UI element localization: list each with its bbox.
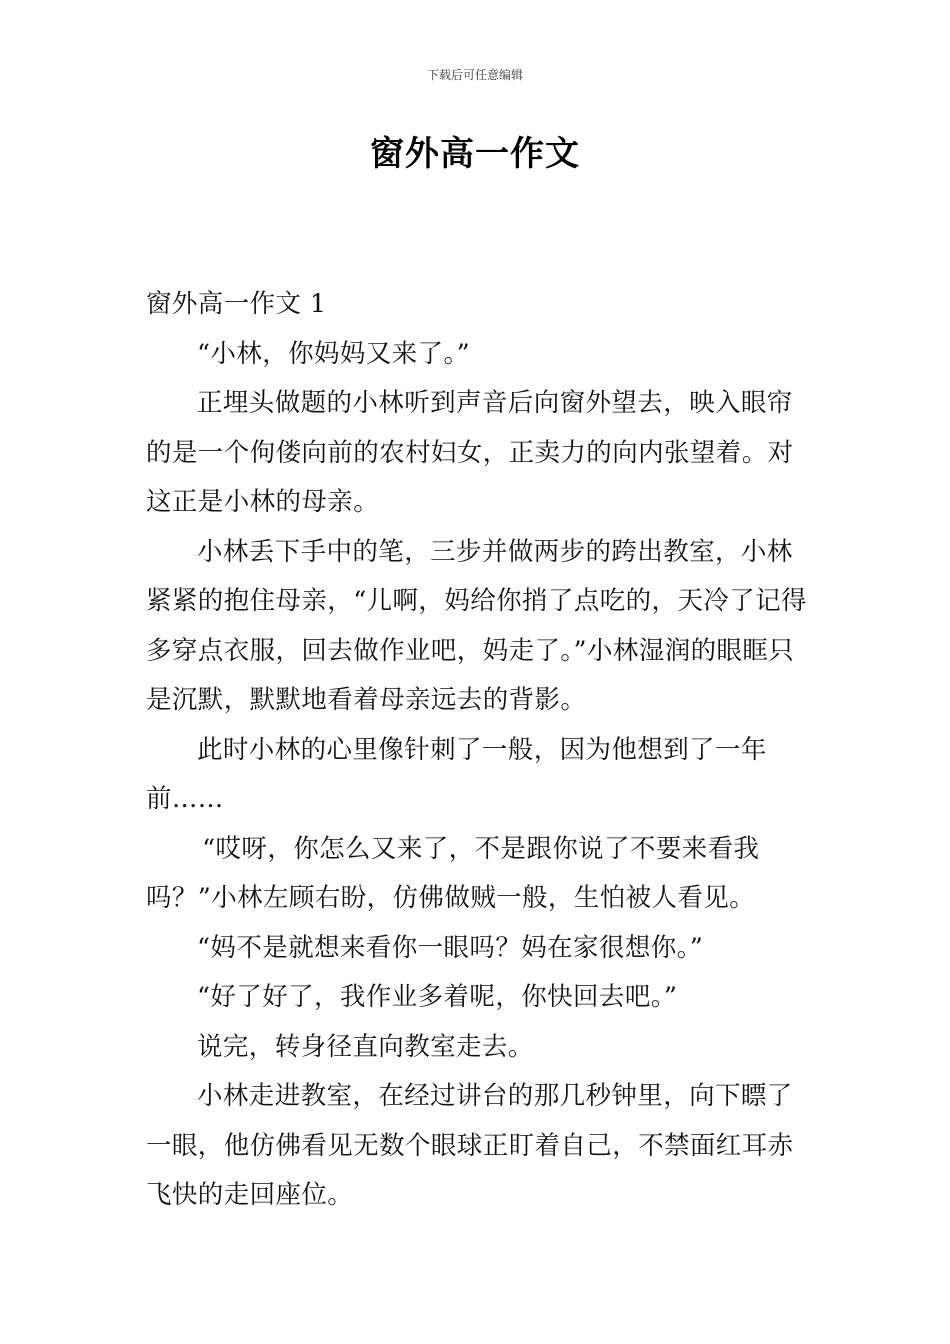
paragraph: 小林走进教室，在经过讲台的那几秒钟里，向下瞟了一眼，他仿佛看见无数个眼球正盯着自己，不禁面红耳赤飞快的走回座位。 xyxy=(146,1081,794,1210)
paragraph: 正埋头做题的小林听到声音后向窗外望去，映入眼帘的是一个佝偻向前的农村妇女，正卖力的向内张望着。对这正是小林的母亲。 xyxy=(146,388,794,517)
header-note: 下载后可任意编辑 xyxy=(426,68,523,82)
paragraph: “哎呀，你怎么又来了，不是跟你说了不要来看我吗？”小林左顾右盼，仿佛做贼一般，生怕被人看见。 xyxy=(146,833,760,913)
document-title: 窗外高一作文 xyxy=(370,134,580,174)
paragraph: 小林丢下手中的笔，三步并做两步的跨出教室，小林紧紧的抱住母亲，“儿啊，妈给你捎了点吃的，天冷了记得多穿点衣服，回去做作业吧，妈走了。”小林湿润的眼眶只是沉默，默默地看着母亲远去的背影。 xyxy=(146,536,807,715)
paragraph: 此时小林的心里像针刺了一般，因为他想到了一年前…… xyxy=(146,734,767,814)
document-body xyxy=(146,280,810,1221)
paragraph: “妈不是就想来看你一眼吗？妈在家很想你。” xyxy=(197,932,704,963)
paragraph: 说完，转身径直向教室走去。 xyxy=(197,1031,534,1062)
paragraph: “小林，你妈妈又来了。” xyxy=(197,338,471,369)
paragraph: “好了好了，我作业多着呢，你快回去吧。” xyxy=(197,982,678,1012)
section-heading: 窗外高一作文 1 xyxy=(146,289,327,319)
